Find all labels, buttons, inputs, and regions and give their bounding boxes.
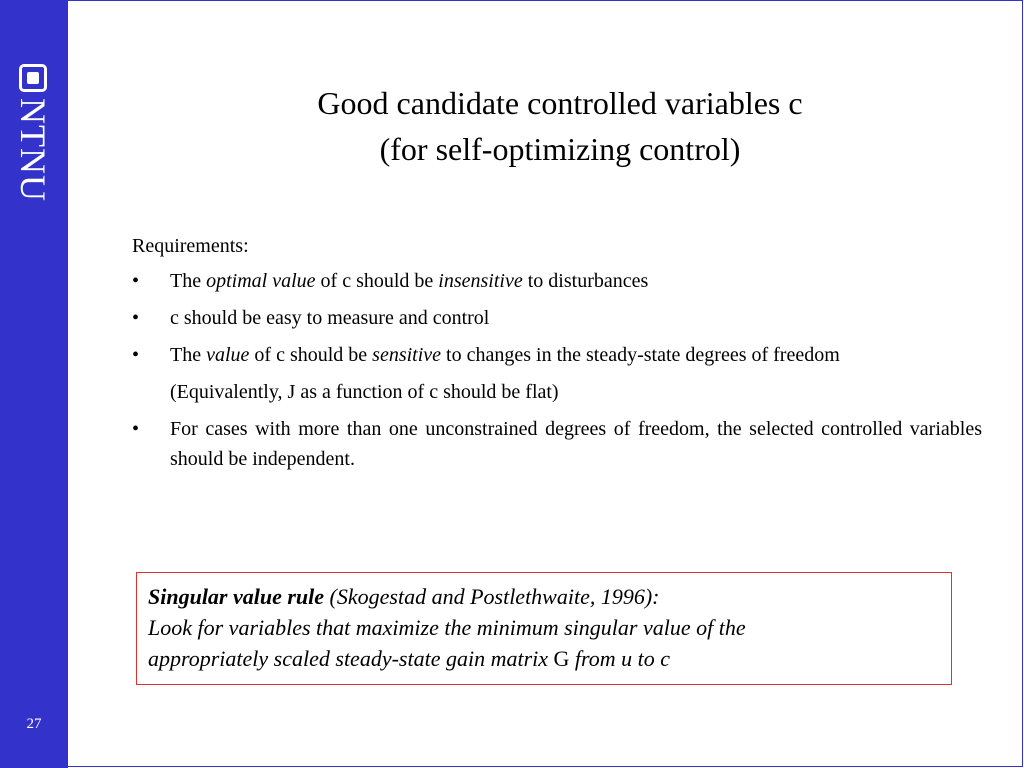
bullet-text: The bbox=[170, 344, 207, 366]
bullet-text: of c should be bbox=[315, 270, 439, 292]
bullet-item bbox=[132, 266, 982, 296]
bullet-text: to changes in the steady-state degrees of freedom bbox=[441, 344, 840, 366]
title-line-2: (for self-optimizing control) bbox=[379, 131, 741, 167]
gain-matrix-symbol: G bbox=[553, 646, 570, 671]
bullet-emphasis: insensitive bbox=[438, 270, 523, 292]
bullet-emphasis: value bbox=[206, 344, 250, 366]
rule-line-2: Look for variables that maximize the minimum singular value of the bbox=[148, 615, 746, 640]
bullet-text: The bbox=[170, 270, 207, 292]
title-line-1: Good candidate controlled variables c bbox=[317, 85, 803, 121]
bullet-icon: • bbox=[132, 344, 140, 366]
singular-value-rule-box bbox=[136, 572, 952, 685]
requirements-section bbox=[132, 231, 982, 481]
requirements-heading: Requirements: bbox=[132, 235, 249, 257]
bullet-text: of c should be bbox=[249, 344, 373, 366]
ntnu-logo-text: NTNU bbox=[13, 98, 53, 202]
rule-line-3 bbox=[148, 643, 940, 674]
bullet-note: (Equivalently, J as a function of c should be flat) bbox=[170, 381, 559, 403]
rule-line-1 bbox=[148, 581, 940, 612]
bullet-text: to disturbances bbox=[522, 270, 649, 292]
page-number: 27 bbox=[26, 716, 42, 732]
rule-citation: (Skogestad and Postlethwaite, 1996): bbox=[324, 584, 660, 609]
rule-title: Singular value rule bbox=[148, 584, 325, 609]
rule-text: appropriately scaled steady-state gain matrix bbox=[148, 646, 554, 671]
slide-title bbox=[150, 80, 970, 172]
bullet-item bbox=[132, 340, 982, 370]
rule-text: from u to c bbox=[569, 646, 671, 671]
bullet-emphasis: sensitive bbox=[372, 344, 442, 366]
sidebar bbox=[0, 0, 68, 768]
bullet-text: c should be easy to measure and control bbox=[170, 307, 490, 329]
bullet-emphasis: optimal value bbox=[206, 270, 316, 292]
ntnu-logo-icon bbox=[19, 64, 47, 92]
bullet-icon: • bbox=[132, 307, 140, 329]
bullet-icon: • bbox=[132, 418, 140, 440]
bullet-item bbox=[132, 303, 982, 333]
bullet-text: For cases with more than one unconstrained degrees of freedom, the selected controlled variables should be independent. bbox=[170, 418, 982, 470]
bullet-item bbox=[132, 414, 982, 474]
bullet-icon: • bbox=[132, 270, 140, 292]
